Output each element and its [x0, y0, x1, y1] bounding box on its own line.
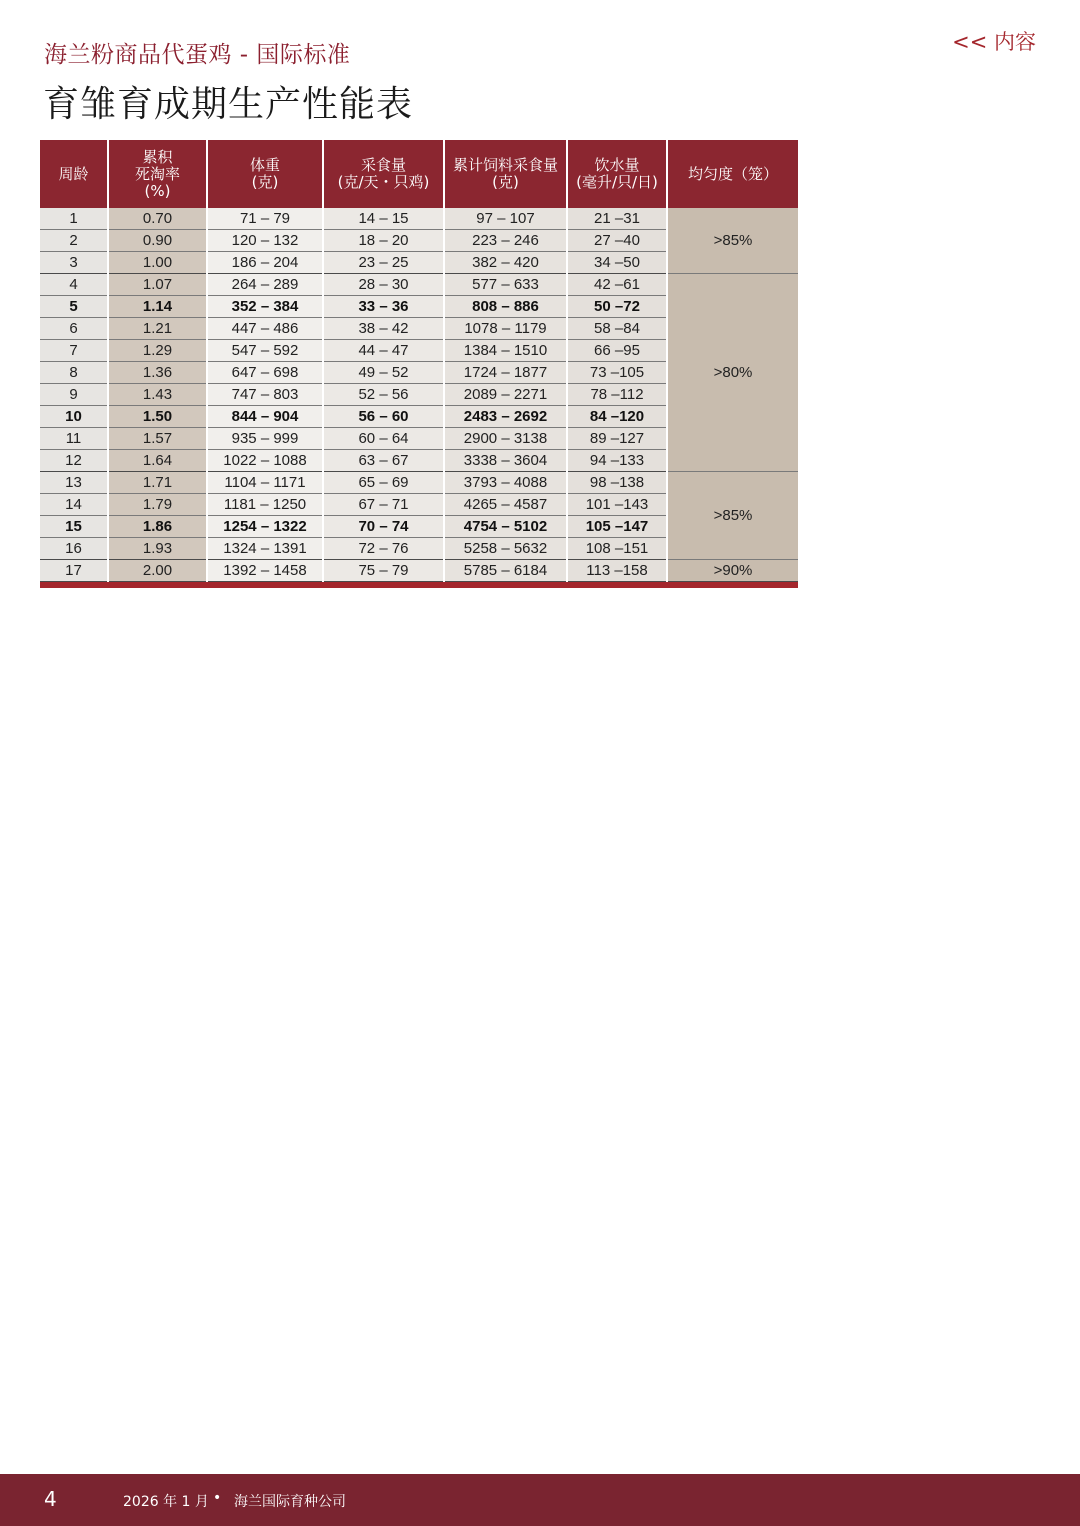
header-line: (克)	[251, 173, 279, 191]
water-intake-cell: 50 –72	[567, 296, 667, 318]
body-weight-cell: 1022 – 1088	[207, 450, 323, 472]
feed-intake-cell: 67 – 71	[323, 494, 444, 516]
feed-intake-cell: 18 – 20	[323, 230, 444, 252]
performance-table	[40, 140, 798, 582]
mortality-cell: 0.90	[108, 230, 207, 252]
cumulative-feed-cell: 2089 – 2271	[444, 384, 567, 406]
cumulative-feed-cell: 4754 – 5102	[444, 516, 567, 538]
feed-intake-cell: 60 – 64	[323, 428, 444, 450]
table-header-row	[40, 140, 798, 208]
body-weight-cell: 264 – 289	[207, 274, 323, 296]
mortality-cell: 1.29	[108, 340, 207, 362]
page-title: 育雏育成期生产性能表	[43, 84, 414, 125]
week-cell: 7	[40, 340, 108, 362]
body-weight-cell: 186 – 204	[207, 252, 323, 274]
feed-intake-cell: 49 – 52	[323, 362, 444, 384]
body-weight-cell: 120 – 132	[207, 230, 323, 252]
week-cell: 8	[40, 362, 108, 384]
cumulative-feed-cell: 223 – 246	[444, 230, 567, 252]
header-mortality	[108, 140, 207, 208]
cumulative-feed-cell: 2900 – 3138	[444, 428, 567, 450]
uniformity-cell: >85%	[667, 472, 798, 560]
mortality-cell: 1.86	[108, 516, 207, 538]
feed-intake-cell: 44 – 47	[323, 340, 444, 362]
water-intake-cell: 84 –120	[567, 406, 667, 428]
week-cell: 15	[40, 516, 108, 538]
cumulative-feed-cell: 3793 – 4088	[444, 472, 567, 494]
mortality-cell: 1.79	[108, 494, 207, 516]
cumulative-feed-cell: 5258 – 5632	[444, 538, 567, 560]
week-cell: 2	[40, 230, 108, 252]
mortality-cell: 1.36	[108, 362, 207, 384]
contents-link[interactable]: << 内容	[952, 30, 1036, 54]
feed-intake-cell: 38 – 42	[323, 318, 444, 340]
body-weight-cell: 1254 – 1322	[207, 516, 323, 538]
header-body-weight	[207, 140, 323, 208]
water-intake-cell: 21 –31	[567, 208, 667, 230]
body-weight-cell: 844 – 904	[207, 406, 323, 428]
mortality-cell: 1.57	[108, 428, 207, 450]
week-cell: 4	[40, 274, 108, 296]
table-row	[40, 274, 798, 296]
table-row	[40, 472, 798, 494]
feed-intake-cell: 33 – 36	[323, 296, 444, 318]
header-line: 体重	[249, 156, 280, 174]
water-intake-cell: 58 –84	[567, 318, 667, 340]
mortality-cell: 1.71	[108, 472, 207, 494]
mortality-cell: 1.43	[108, 384, 207, 406]
table-row	[40, 208, 798, 230]
header-line: (%)	[144, 181, 171, 200]
feed-intake-cell: 63 – 67	[323, 450, 444, 472]
week-cell: 5	[40, 296, 108, 318]
mortality-cell: 2.00	[108, 560, 207, 582]
water-intake-cell: 66 –95	[567, 340, 667, 362]
body-weight-cell: 647 – 698	[207, 362, 323, 384]
feed-intake-cell: 65 – 69	[323, 472, 444, 494]
body-weight-cell: 747 – 803	[207, 384, 323, 406]
mortality-cell: 1.64	[108, 450, 207, 472]
cumulative-feed-cell: 1724 – 1877	[444, 362, 567, 384]
water-intake-cell: 98 –138	[567, 472, 667, 494]
header-uniformity	[667, 140, 798, 208]
cumulative-feed-cell: 3338 – 3604	[444, 450, 567, 472]
body-weight-cell: 1392 – 1458	[207, 560, 323, 582]
feed-intake-cell: 70 – 74	[323, 516, 444, 538]
water-intake-cell: 34 –50	[567, 252, 667, 274]
water-intake-cell: 101 –143	[567, 494, 667, 516]
cumulative-feed-cell: 5785 – 6184	[444, 560, 567, 582]
week-cell: 9	[40, 384, 108, 406]
table-row	[40, 560, 798, 582]
uniformity-cell: >90%	[667, 560, 798, 582]
page-footer	[0, 1474, 1080, 1526]
uniformity-cell: >80%	[667, 274, 798, 472]
feed-intake-cell: 52 – 56	[323, 384, 444, 406]
water-intake-cell: 94 –133	[567, 450, 667, 472]
feed-intake-cell: 23 – 25	[323, 252, 444, 274]
water-intake-cell: 73 –105	[567, 362, 667, 384]
feed-intake-cell: 72 – 76	[323, 538, 444, 560]
header-line: (克)	[492, 173, 519, 191]
mortality-cell: 1.00	[108, 252, 207, 274]
week-cell: 11	[40, 428, 108, 450]
footer-company: 海兰国际育种公司	[234, 1494, 346, 1510]
body-weight-cell: 1181 – 1250	[207, 494, 323, 516]
water-intake-cell: 78 –112	[567, 384, 667, 406]
cumulative-feed-cell: 97 – 107	[444, 208, 567, 230]
body-weight-cell: 935 – 999	[207, 428, 323, 450]
week-cell: 16	[40, 538, 108, 560]
week-cell: 17	[40, 560, 108, 582]
water-intake-cell: 42 –61	[567, 274, 667, 296]
mortality-cell: 1.21	[108, 318, 207, 340]
uniformity-cell: >85%	[667, 208, 798, 274]
header-line: 累积	[142, 147, 173, 166]
mortality-cell: 1.93	[108, 538, 207, 560]
week-cell: 6	[40, 318, 108, 340]
week-cell: 12	[40, 450, 108, 472]
feed-intake-cell: 14 – 15	[323, 208, 444, 230]
mortality-cell: 1.07	[108, 274, 207, 296]
table-bottom-rule	[40, 582, 798, 588]
header-line: (克/天・只鸡)	[337, 173, 430, 191]
feed-intake-cell: 28 – 30	[323, 274, 444, 296]
table-body	[40, 208, 798, 582]
body-weight-cell: 352 – 384	[207, 296, 323, 318]
cumulative-feed-cell: 808 – 886	[444, 296, 567, 318]
header-cumulative-feed	[444, 140, 567, 208]
water-intake-cell: 113 –158	[567, 560, 667, 582]
body-weight-cell: 1324 – 1391	[207, 538, 323, 560]
header-line: 饮水量	[594, 156, 640, 174]
water-intake-cell: 105 –147	[567, 516, 667, 538]
footer-separator: •	[213, 1490, 222, 1506]
mortality-cell: 0.70	[108, 208, 207, 230]
body-weight-cell: 547 – 592	[207, 340, 323, 362]
week-cell: 3	[40, 252, 108, 274]
cumulative-feed-cell: 4265 – 4587	[444, 494, 567, 516]
cumulative-feed-cell: 1078 – 1179	[444, 318, 567, 340]
performance-table-container	[40, 140, 798, 588]
body-weight-cell: 71 – 79	[207, 208, 323, 230]
week-cell: 14	[40, 494, 108, 516]
footer-date: 2026 年 1 月	[123, 1494, 209, 1510]
water-intake-cell: 108 –151	[567, 538, 667, 560]
header-line: 累计饲料采食量	[452, 156, 558, 174]
body-weight-cell: 447 – 486	[207, 318, 323, 340]
week-cell: 13	[40, 472, 108, 494]
header-line: (毫升/只/日)	[576, 173, 658, 191]
feed-intake-cell: 75 – 79	[323, 560, 444, 582]
cumulative-feed-cell: 382 – 420	[444, 252, 567, 274]
cumulative-feed-cell: 1384 – 1510	[444, 340, 567, 362]
document-subtitle: 海兰粉商品代蛋鸡 - 国际标准	[44, 42, 351, 68]
header-water-intake	[567, 140, 667, 208]
mortality-cell: 1.14	[108, 296, 207, 318]
water-intake-cell: 89 –127	[567, 428, 667, 450]
header-line: 死淘率	[134, 164, 180, 183]
water-intake-cell: 27 –40	[567, 230, 667, 252]
cumulative-feed-cell: 2483 – 2692	[444, 406, 567, 428]
header-line: 均匀度（笼）	[687, 164, 778, 183]
mortality-cell: 1.50	[108, 406, 207, 428]
page-number: 4	[44, 1487, 57, 1511]
header-week	[40, 140, 108, 208]
feed-intake-cell: 56 – 60	[323, 406, 444, 428]
cumulative-feed-cell: 577 – 633	[444, 274, 567, 296]
header-line: 采食量	[360, 156, 406, 174]
week-cell: 1	[40, 208, 108, 230]
header-line: 周龄	[58, 164, 89, 183]
body-weight-cell: 1104 – 1171	[207, 472, 323, 494]
week-cell: 10	[40, 406, 108, 428]
header-feed-intake	[323, 140, 444, 208]
